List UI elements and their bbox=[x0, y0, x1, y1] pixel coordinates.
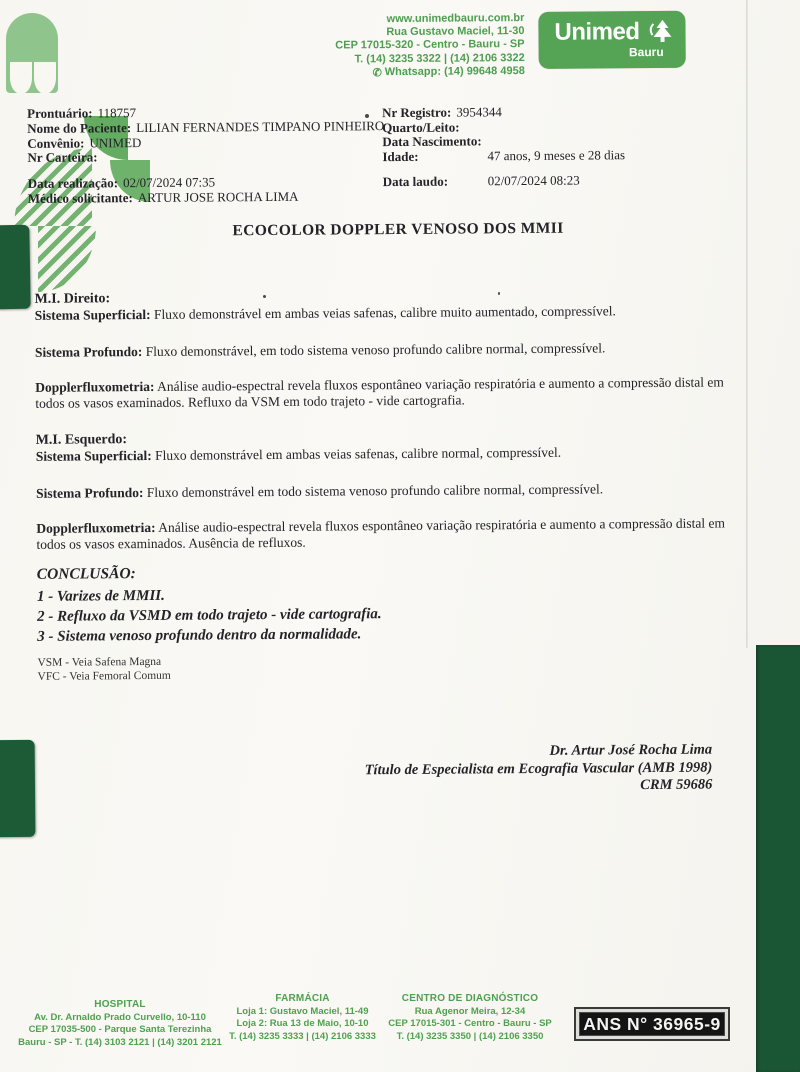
paragraph-profundo-esquerdo bbox=[36, 480, 752, 501]
paragraph-text: Fluxo demonstrável, em todo sistema venoso profundo calibre normal, compressível. bbox=[145, 339, 606, 359]
footer-centro-diagnostico bbox=[380, 993, 560, 1043]
field-label: Convênio: bbox=[27, 135, 85, 151]
field-value: UNIMED bbox=[89, 134, 142, 151]
field-value: 47 anos, 9 meses e 28 dias bbox=[487, 147, 626, 164]
field-data-laudo bbox=[383, 172, 773, 190]
conclusion-item: 2 - Refluxo da VSMD em todo trajeto - vide cartografia. bbox=[37, 606, 382, 625]
footer-farmacia bbox=[215, 993, 390, 1043]
abbreviation-note: VSM - Veia Safena Magna bbox=[37, 655, 162, 669]
header-phones: T. (14) 3235 3322 | (14) 2106 3322 bbox=[354, 51, 525, 65]
header-cep: CEP 17015-320 - Centro - Bauru - SP bbox=[335, 38, 525, 52]
footer-column-title: CENTRO DE DIAGNÓSTICO bbox=[401, 993, 539, 1004]
unimed-logo-text: Unimed bbox=[554, 18, 640, 46]
footer-line: CEP 17035-500 - Parque Santa Terezinha bbox=[28, 1024, 212, 1036]
patient-info-left bbox=[27, 104, 408, 207]
physician-title: Título de Especialista em Ecografia Vascular (AMB 1998) bbox=[364, 759, 713, 778]
patient-info-right bbox=[382, 103, 773, 190]
footer-line: Rua Agenor Meira, 12-34 bbox=[414, 1005, 526, 1017]
paragraph-profundo-direito bbox=[35, 339, 751, 360]
footer-column-title: FARMÁCIA bbox=[275, 993, 330, 1004]
footer-line: Bauru - SP - T. (14) 3103 2121 | (14) 3201 2121 bbox=[18, 1036, 222, 1048]
unimed-logo-city: Bauru bbox=[628, 44, 664, 60]
conclusion-block bbox=[37, 561, 638, 684]
paragraph-label: Sistema Profundo: bbox=[36, 484, 144, 501]
unimed-logo bbox=[538, 11, 685, 69]
paragraph-text: Análise audio-espectral revela fluxos espontâneo variação respiratória e aumento a compressão distal em todos os vasos examinados. Refluxo da VSM em todo trajeto - vide cartografia. bbox=[35, 374, 724, 412]
paragraph-label: Dopplerfluxometria: bbox=[36, 520, 156, 537]
field-value: 02/07/2024 08:23 bbox=[487, 172, 580, 189]
field-label: Data realização: bbox=[27, 175, 119, 192]
paragraph-doppler-esquerdo bbox=[36, 516, 752, 553]
conclusion-item: 3 - Sistema venoso profundo dentro da normalidade. bbox=[37, 626, 362, 645]
field-label: Nr Carteira: bbox=[27, 149, 98, 166]
physician-signature-block bbox=[364, 742, 712, 797]
field-value: LILIAN FERNANDES TIMPANO PINHEIRO bbox=[136, 117, 385, 135]
paragraph-label: Sistema Profundo: bbox=[34, 343, 143, 360]
paragraph-text: Fluxo demonstrável em todo sistema venoso profundo calibre normal, compressível. bbox=[146, 480, 604, 500]
field-label: Nr Registro: bbox=[382, 104, 452, 121]
paragraph-text: Fluxo demonstrável em ambas veias safenas, calibre normal, compressível. bbox=[154, 444, 562, 463]
field-value: ARTUR JOSE ROCHA LIMA bbox=[137, 188, 299, 206]
report-body bbox=[35, 286, 753, 553]
ans-registration-badge: ANS N° 36965-9 bbox=[576, 1009, 728, 1039]
field-label: Quarto/Leito: bbox=[382, 119, 460, 135]
paragraph-text: Análise audio-espectral revela fluxos espontâneo variação respiratória e aumento a compressão distal em todos os vasos examinados. Ausência de refluxos. bbox=[36, 515, 726, 553]
field-label: Data Nascimento: bbox=[382, 133, 482, 150]
paragraph-label: Sistema Superficial: bbox=[35, 447, 152, 464]
field-value: 3954344 bbox=[456, 104, 502, 120]
abbreviation-notes bbox=[37, 652, 637, 684]
footer-column-title: HOSPITAL bbox=[94, 999, 146, 1010]
footer-line: Loja 1: Gustavo Maciel, 11-49 bbox=[236, 1005, 369, 1017]
unimed-tree-icon bbox=[646, 18, 674, 46]
field-label: Data laudo: bbox=[382, 173, 449, 190]
section-heading-mi-esquerdo: M.I. Esquerdo: bbox=[35, 432, 128, 448]
whatsapp-icon: ✆ bbox=[372, 66, 382, 80]
paragraph-doppler-direito bbox=[35, 375, 751, 412]
field-value: 118757 bbox=[97, 105, 137, 121]
footer-line: T. (14) 3235 3333 | (14) 2106 3333 bbox=[229, 1030, 376, 1042]
unimed-logo-row bbox=[554, 18, 674, 47]
paragraph-text: Fluxo demonstrável em ambas veias safenas, calibre muito aumentado, compressível. bbox=[153, 303, 616, 322]
header-address-line: Rua Gustavo Maciel, 11-30 bbox=[386, 25, 525, 39]
conclusion-title: CONCLUSÃO: bbox=[36, 565, 136, 583]
header-website: www.unimedbauru.com.br bbox=[386, 12, 525, 26]
header-contact-block bbox=[335, 12, 525, 80]
abbreviation-note: VFC - Veia Femoral Comum bbox=[37, 669, 171, 683]
footer-line: Loja 2: Rua 13 de Maio, 10-10 bbox=[236, 1018, 369, 1030]
paragraph-label: Dopplerfluxometria: bbox=[35, 379, 155, 396]
section-heading-mi-direito: M.I. Direito: bbox=[34, 291, 111, 307]
physician-name: Dr. Artur José Rocha Lima bbox=[549, 741, 713, 759]
field-label: Nome do Paciente: bbox=[27, 119, 132, 136]
header-whatsapp-text: Whatsapp: (14) 99648 4958 bbox=[384, 64, 525, 78]
physician-crm: CRM 59686 bbox=[640, 776, 713, 794]
field-label: Médico solicitante: bbox=[27, 190, 133, 206]
exam-title: ECOCOLOR DOPPLER VENOSO DOS MMII bbox=[232, 219, 564, 240]
footer-line: Av. Dr. Arnaldo Prado Curvello, 10-110 bbox=[34, 1011, 206, 1023]
field-label: Prontuário: bbox=[27, 105, 93, 121]
footer-hospital bbox=[15, 999, 225, 1049]
field-nome-paciente bbox=[27, 119, 407, 137]
paragraph-label: Sistema Superficial: bbox=[34, 306, 151, 323]
footer-line: CEP 17015-301 - Centro - Bauru - SP bbox=[388, 1018, 552, 1030]
field-value: 02/07/2024 07:35 bbox=[122, 174, 216, 191]
field-medico-solicitante bbox=[28, 189, 408, 207]
header-whatsapp bbox=[335, 65, 524, 80]
field-label: Idade: bbox=[382, 148, 419, 164]
conclusion-item: 1 - Varizes de MMII. bbox=[36, 587, 165, 605]
footer-line: T. (14) 3235 3350 | (14) 2106 3350 bbox=[396, 1030, 544, 1042]
